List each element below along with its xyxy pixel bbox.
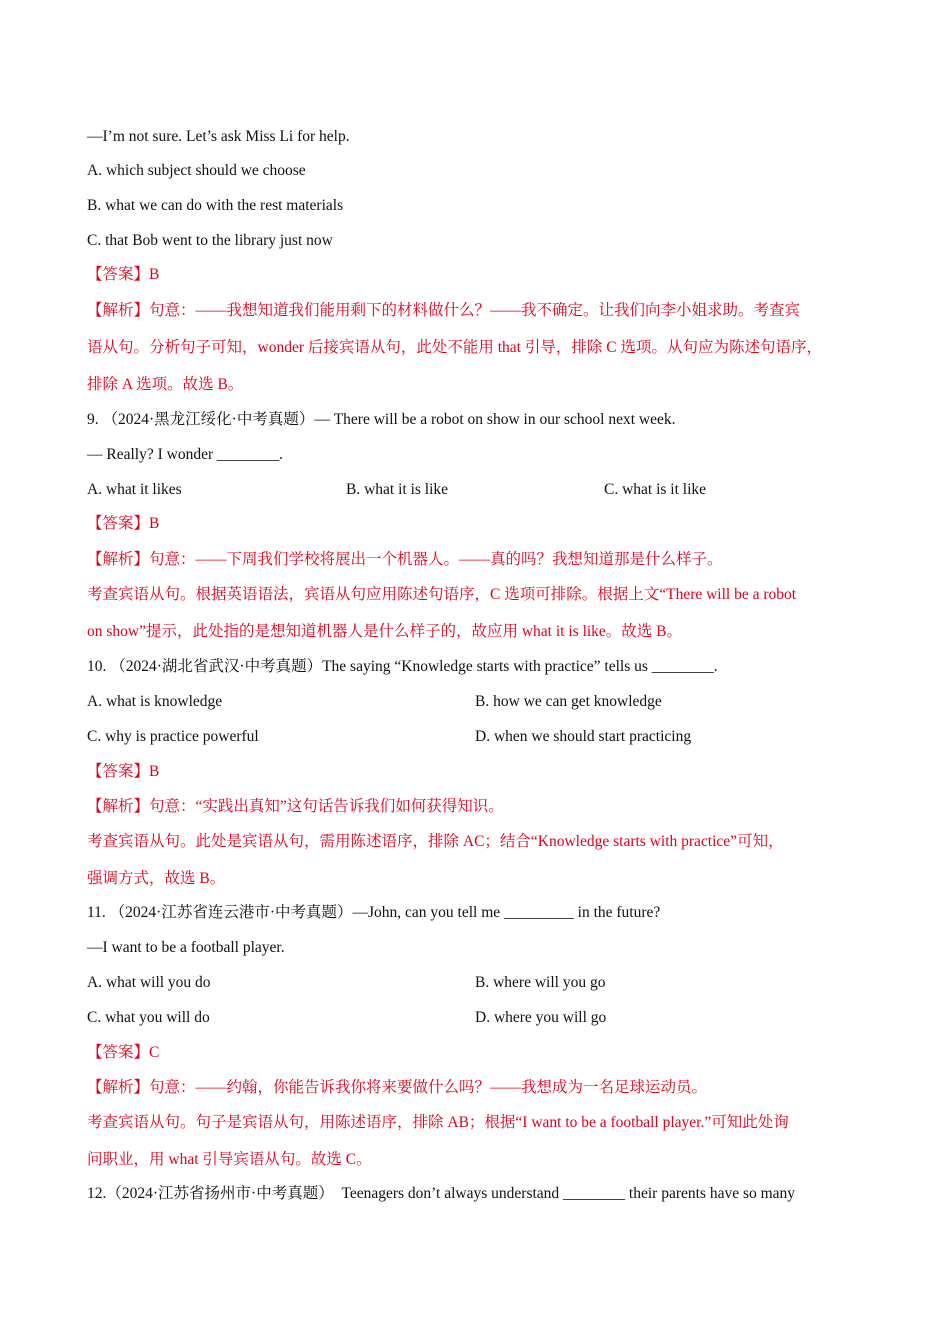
q8-analysis-line-3: 排除 A 选项。故选 B。 (87, 376, 244, 393)
q9-analysis-line-1: 【解析】句意：——下周我们学校将展出一个机器人。——真的吗？我想知道那是什么样子。 (87, 551, 723, 568)
q9-option-a: A. what it likes (87, 481, 182, 498)
q9-option-b: B. what it is like (346, 481, 449, 498)
q11-analysis-line-1: 【解析】句意：——约翰，你能告诉我你将来要做什么吗？——我想成为一名足球运动员。 (87, 1079, 708, 1096)
q8-option-c: C. that Bob went to the library just now (87, 232, 333, 249)
q8-analysis-line-2: 语从句。分析句子可知，wonder 后接宾语从句，此处不能用 that 引导，排除 C 选项。从句应为陈述句语序， (87, 339, 822, 356)
q9-answer: 【答案】B (87, 515, 160, 532)
q9-dialog-line: — Really? I wonder ________. (87, 446, 283, 463)
q10-analysis-line-2: 考查宾语从句。此处是宾语从句，需用陈述语序，排除 AC；结合“Knowledge starts with practice”可知， (87, 833, 784, 850)
q10-stem: 10. （2024·湖北省武汉·中考真题）The saying “Knowledge starts with practice” tells us ________. (87, 658, 718, 675)
q11-option-a: A. what will you do (87, 974, 211, 991)
q11-option-c: C. what you will do (87, 1009, 210, 1026)
q12-stem: 12.（2024·江苏省扬州市·中考真题） Teenagers don’t always understand ________ their parents have so many (87, 1185, 796, 1202)
q10-option-a: A. what is knowledge (87, 693, 223, 710)
q10-analysis-line-1: 【解析】句意：“实践出真知”这句话告诉我们如何获得知识。 (87, 798, 504, 815)
q11-option-b: B. where will you go (475, 974, 606, 991)
q9-analysis-line-3: on show”提示，此处指的是想知道机器人是什么样子的，故应用 what it is like。故选 B。 (87, 623, 683, 640)
q8-analysis-line-1: 【解析】句意：——我想知道我们能用剩下的材料做什么？——我不确定。让我们向李小姐求助。考查宾 (87, 302, 801, 319)
q10-option-c: C. why is practice powerful (87, 728, 259, 745)
q11-answer: 【答案】C (87, 1044, 160, 1061)
q9-stem: 9. （2024·黑龙江绥化·中考真题）— There will be a robot on show in our school next week. (87, 411, 676, 428)
q11-stem: 11. （2024·江苏省连云港市·中考真题）—John, can you tell me _________ in the future? (87, 904, 661, 921)
q11-dialog-line: —I want to be a football player. (87, 939, 285, 956)
q10-option-d: D. when we should start practicing (475, 728, 692, 745)
q11-analysis-line-3: 问职业，用 what 引导宾语从句。故选 C。 (87, 1151, 372, 1168)
q9-analysis-line-2: 考查宾语从句。根据英语语法，宾语从句应用陈述句语序，C 选项可排除。根据上文“There will be a robot (87, 586, 797, 603)
q10-answer: 【答案】B (87, 763, 160, 780)
q10-analysis-line-3: 强调方式，故选 B。 (87, 870, 226, 887)
q11-option-d: D. where you will go (475, 1009, 607, 1026)
q8-option-b: B. what we can do with the rest materials (87, 197, 344, 214)
q8-answer: 【答案】B (87, 266, 160, 283)
q11-analysis-line-2: 考查宾语从句。句子是宾语从句，用陈述语序，排除 AB；根据“I want to be a football player.”可知此处询 (87, 1114, 789, 1131)
q10-option-b: B. how we can get knowledge (475, 693, 662, 710)
q8-option-a: A. which subject should we choose (87, 162, 306, 179)
q8-dialog-line: —I’m not sure. Let’s ask Miss Li for help. (87, 128, 350, 145)
q9-option-c: C. what is it like (604, 481, 707, 498)
